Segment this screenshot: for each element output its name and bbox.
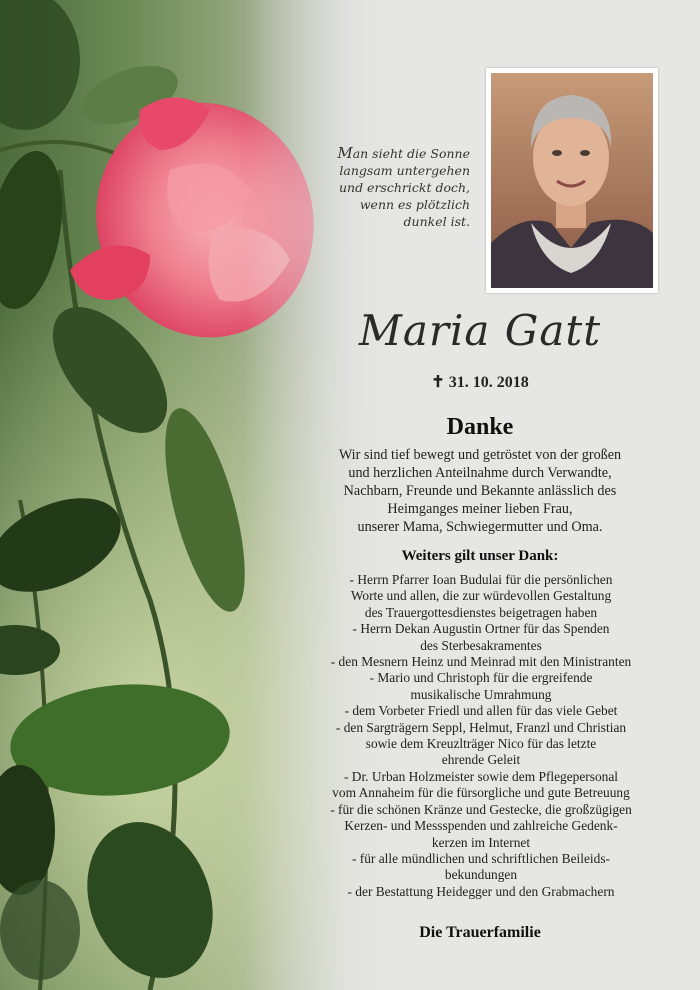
thanks-line: Kerzen- und Messspenden und zahlreiche Gedenk- <box>344 818 618 834</box>
thanks-line: - Herrn Dekan Augustin Ortner für das Spenden <box>352 621 610 637</box>
thanks-line: - Mario und Christoph für die ergreifende <box>369 670 593 686</box>
thanks-heading: Danke <box>446 414 514 440</box>
thanks-line: - Herrn Pfarrer Ioan Budulai für die persönlichen <box>349 572 613 587</box>
thanks-line: - der Bestattung Heidegger und den Grabmachern <box>347 883 615 899</box>
thanks-line: des Sterbesakramentes <box>420 637 542 653</box>
thanks-line: Worte und allen, die zur würdevollen Gestaltung <box>350 588 612 604</box>
thanks-line: - den Mesnern Heinz und Meinrad mit den Ministranten <box>330 654 632 670</box>
memorial-verse <box>300 145 470 230</box>
thanks-line: - für die schönen Kränze und Gestecke, die großzügigen <box>330 801 632 817</box>
thanks-line: musikalische Umrahmung <box>410 686 552 702</box>
portrait-image <box>491 73 653 288</box>
intro-line: Wir sind tief bewegt und getröstet von der großen <box>338 447 622 463</box>
thanks-line: - für alle mündlichen und schriftlichen Beileids- <box>351 850 611 866</box>
deceased-name: Maria Gatt <box>358 306 602 355</box>
thanks-line: - dem Vorbeter Friedl und allen für das viele Gebet <box>344 703 618 719</box>
thanks-line: vom Annaheim für die fürsorgliche und gute Betreuung <box>332 785 630 801</box>
death-date: ✝ 31. 10. 2018 <box>431 374 529 391</box>
thanks-line: sowie dem Kreuzlträger Nico für das letzte <box>365 736 597 752</box>
thanks-list <box>296 572 666 900</box>
verse-text: an sieht die Sonne langsam untergehen und erschrickt doch, wenn es plötzlich dunkel ist. <box>338 146 470 229</box>
thanks-line: - den Sargträgern Seppl, Helmut, Franzl und Christian <box>335 719 627 735</box>
intro-line: unserer Mama, Schwiegermutter und Oma. <box>357 519 603 535</box>
portrait-photo <box>486 68 658 293</box>
thanks-line: kerzen im Internet <box>431 834 531 850</box>
verse-initial: M <box>337 144 353 162</box>
intro-line: und herzlichen Anteilnahme durch Verwandte, <box>348 465 612 481</box>
intro-line: Nachbarn, Freunde und Bekannte anlässlich des <box>343 483 617 499</box>
intro-line: Heimganges meiner lieben Frau, <box>387 501 573 517</box>
thanks-line: des Trauergottesdienstes beigetragen haben <box>364 604 598 620</box>
thanks-line: - Dr. Urban Holzmeister sowie dem Pflegepersonal <box>343 768 619 784</box>
family-signature: Die Trauerfamilie <box>419 924 541 941</box>
thanks-subheading: Weiters gilt unser Dank: <box>401 548 559 564</box>
thanks-line: bekundungen <box>444 867 518 883</box>
intro-text <box>300 446 660 536</box>
thanks-line: ehrende Geleit <box>441 752 521 768</box>
